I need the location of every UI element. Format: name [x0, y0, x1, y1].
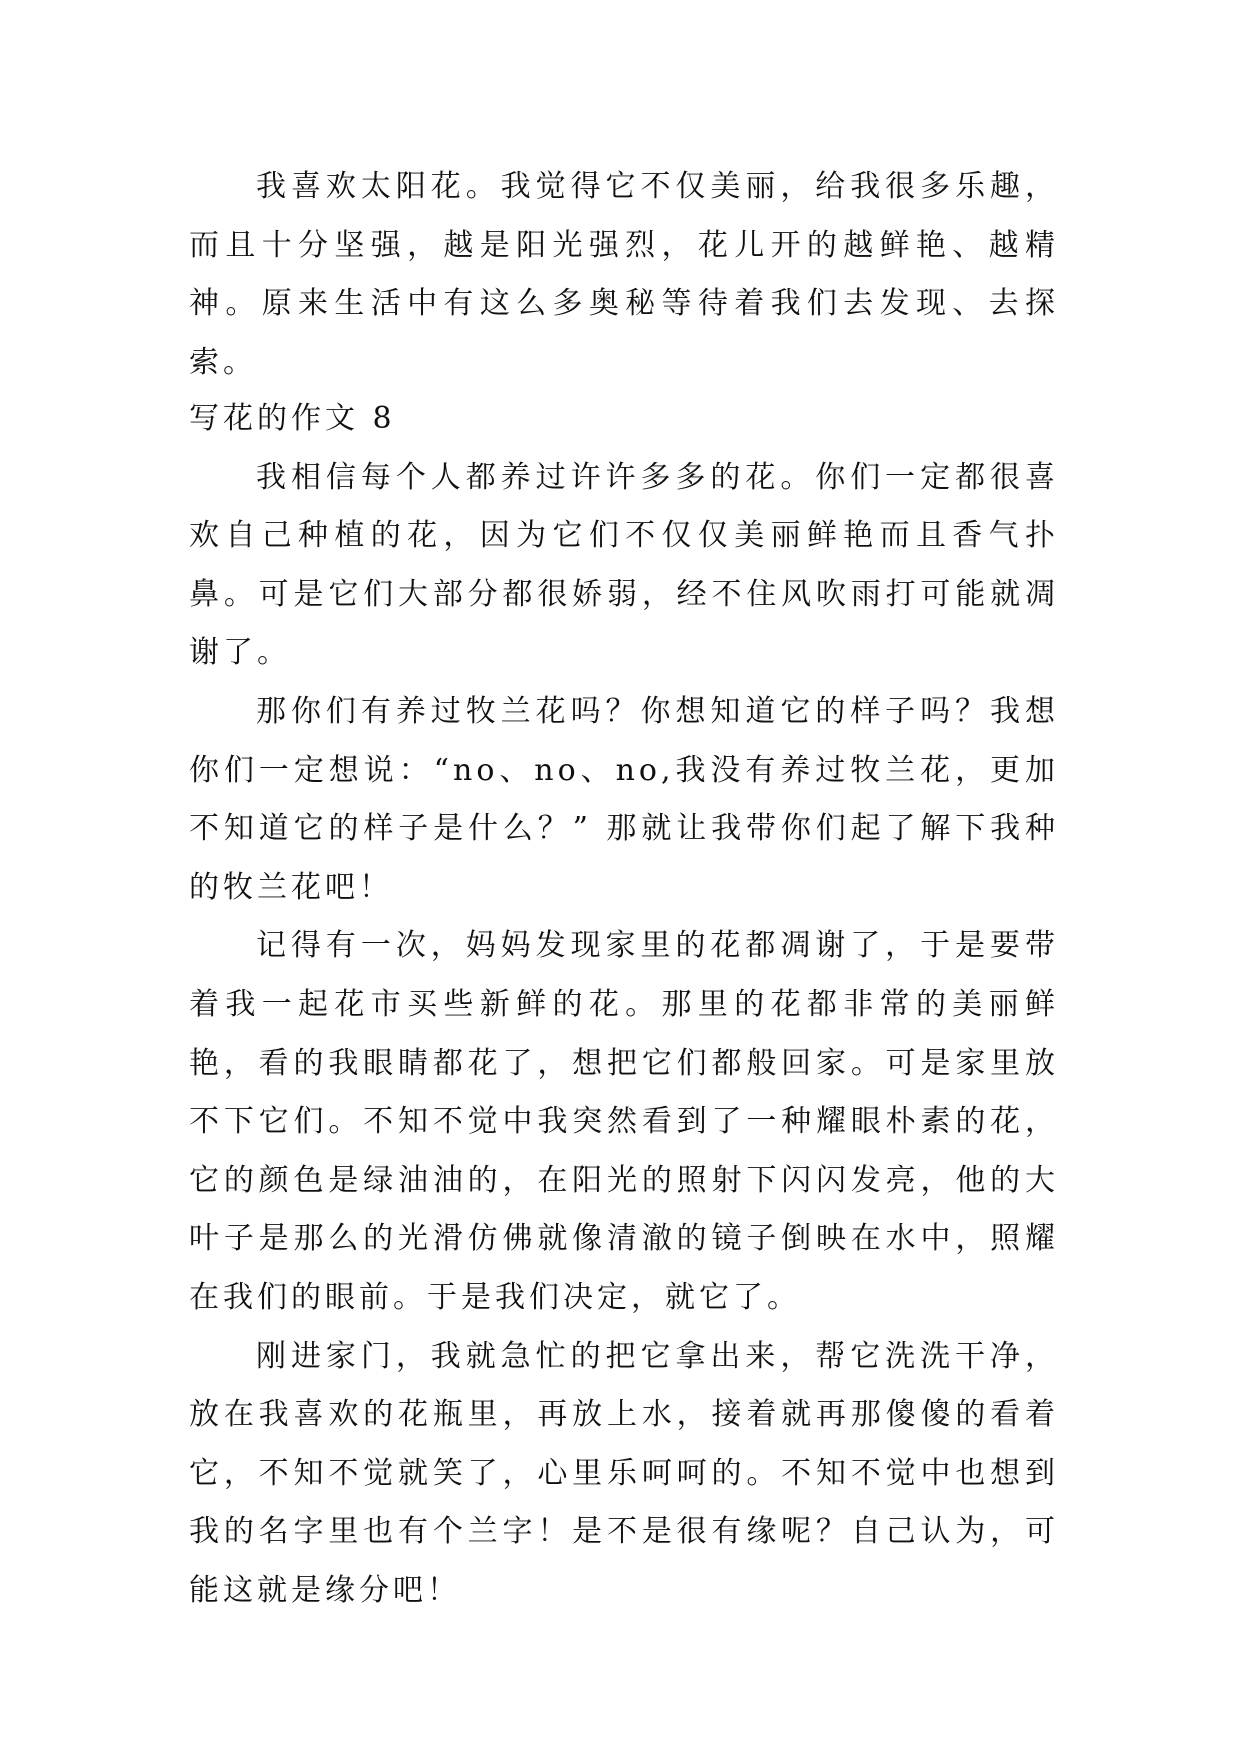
essay-paragraph: 刚进家门，我就急忙的把它拿出来，帮它洗洗干净，放在我喜欢的花瓶里，再放上水，接着就再那傻傻的看着它，不知不觉就笑了，心里乐呵呵的。不知不觉中也想到我的名字里也有个兰字！是不是很有缘呢？自己认为，可能这就是缘分吧！: [189, 1338, 1059, 1608]
essay-section: [189, 390, 1059, 1620]
essay-paragraph: 我相信每个人都养过许许多多的花。你们一定都很喜欢自己种植的花，因为它们不仅仅美丽鲜艳而且香气扑鼻。可是它们大部分都很娇弱，经不住风吹雨打可能就凋谢了。: [189, 459, 1059, 671]
essay-paragraph: 记得有一次，妈妈发现家里的花都凋谢了，于是要带着我一起花市买些新鲜的花。那里的花都非常的美丽鲜艳，看的我眼睛都花了，想把它们都般回家。可是家里放不下它们。不知不觉中我突然看到了一种耀眼朴素的花，它的颜色是绿油油的，在阳光的照射下闪闪发亮，他的大叶子是那么的光滑仿佛就像清澈的镜子倒映在水中，照耀在我们的眼前。于是我们决定，就它了。: [189, 928, 1059, 1315]
section-title: 写花的作文 8: [189, 401, 396, 436]
intro-section: [189, 158, 1059, 392]
essay-paragraph: 那你们有养过牧兰花吗？你想知道它的样子吗？我想你们一定想说：“no、no、no,我没有养过牧兰花，更加不知道它的样子是什么？” 那就让我带你们起了解下我种的牧兰花吧！: [189, 693, 1059, 905]
intro-paragraph: 我喜欢太阳花。我觉得它不仅美丽，给我很多乐趣，而且十分坚强，越是阳光强烈，花儿开的越鲜艳、越精神。原来生活中有这么多奥秘等待着我们去发现、去探索。: [189, 169, 1059, 380]
